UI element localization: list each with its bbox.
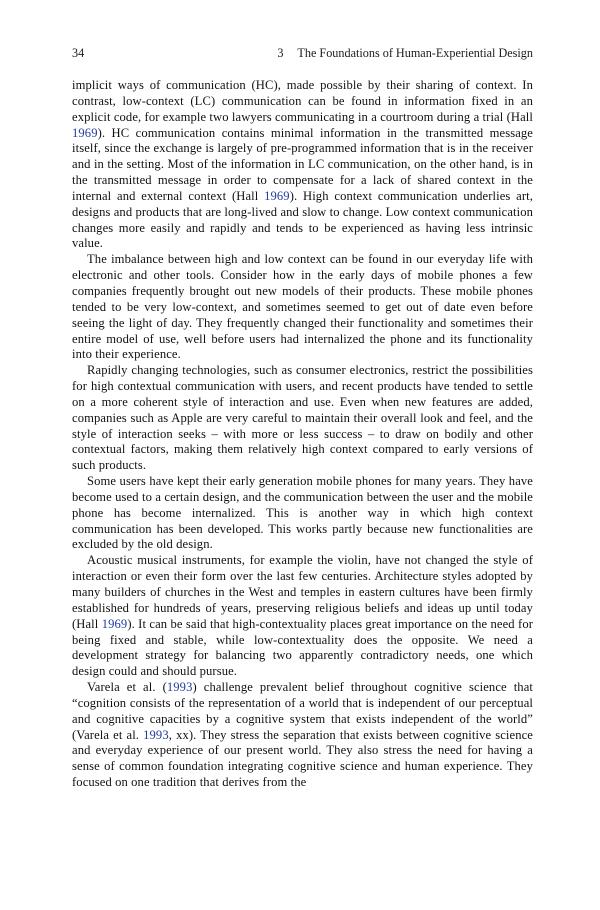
paragraph-text: Rapidly changing technologies, such as consumer electronics, restrict the possibilities for high contextual communication with users, and recent products have tended to settle on a more coherent style of interaction and use. Even when new features are added, companies such as Apple are very careful to maintain their overall look and feel, and the style of interaction seeks – with more or less success – to draw on bodily and other contextual factors, making them relatively high context compared to early versions of such products.	[72, 363, 533, 473]
citation-link[interactable]: 1993	[166, 680, 193, 695]
paragraph-text: ). High context communication underlies art, designs and products that are long-lived and slow to change. Low context communication changes more easily and rapidly and tends to be experienced as having less intrinsic value.	[72, 188, 533, 251]
citation-link[interactable]: 1969	[101, 616, 128, 631]
paragraph	[72, 252, 533, 363]
citation-link[interactable]: 1969	[72, 125, 98, 140]
paragraph-text: , xx). They stress the separation that exists between cognitive science and everyday experience of our present world. They also stress the need for having a sense of common foundation integrating cognitive science and human experience. They focused on one tradition that derives from the	[72, 727, 533, 790]
chapter-number: 3	[277, 46, 284, 60]
citation-link[interactable]: 1969	[264, 188, 290, 203]
paragraph-text: The imbalance between high and low context can be found in our everyday life with electronic and other tools. Consider how in the early days of mobile phones a few companies frequently brought out new models of their products. These mobile phones tended to be very low-context, and sometimes seemed to get out of date even before seeing the light of day. They frequently changed their functionality and sometimes their entire model of use, well before users had internalized the phone and its functionality into their experience.	[72, 252, 533, 362]
paragraph	[72, 78, 533, 252]
paragraph-text: implicit ways of communication (HC), made possible by their sharing of context. In contrast, low-context (LC) communication can be found in information fixed in an explicit code, for example two lawyers communicating in a courtroom during a trial (Hall	[72, 78, 533, 124]
page-number: 34	[72, 46, 85, 60]
paragraph-text: ) challenge prevalent belief throughout cognitive science that “cognition consists of the representation of a world that is independent of our perceptual and cognitive capacities by a cognitive system that exists independent of the world” (Varela et al.	[72, 680, 533, 742]
paragraph-text: Varela et al. (	[87, 680, 167, 695]
paragraph	[72, 680, 533, 791]
citation-link[interactable]: 1993	[143, 727, 169, 742]
paragraph	[72, 363, 533, 474]
running-head	[72, 46, 533, 60]
chapter-running-title: The Foundations of Human-Experiential Design	[297, 46, 533, 60]
paragraph-text: Acoustic musical instruments, for example the violin, have not changed the style of interaction or even their form over the last few centuries. Architecture styles adopted by many builders of churches in the West and temples in eastern cultures have been firmly established for hundreds of years, preserving religious beliefs and ideas up until today (Hall	[72, 553, 533, 631]
paragraph-text: Some users have kept their early generation mobile phones for many years. They have become used to a certain design, and the communication between the user and the mobile phone has become internalized. This is another way in which high context communication has been developed. This works partly because new functionalities are excluded by the old design.	[72, 474, 533, 552]
body-text	[72, 78, 533, 791]
paragraph	[72, 474, 533, 553]
paragraph	[72, 553, 533, 680]
paragraph-text: ). It can be said that high-contextuality places great importance on the need for being fixed and stable, while low-contextuality does the opposite. We need a development strategy for balancing two apparently contradictory needs, one which design could and should pursue.	[72, 616, 534, 679]
running-title	[277, 46, 533, 60]
paragraph-text: ). HC communication contains minimal information in the transmitted message itself, since the exchange is largely of pre-programmed information that is in the receiver and in the setting. Most of the information in LC communication, on the other hand, is in the transmitted message in order to compensate for a lack of shared context in the internal and external context (Hall	[72, 125, 533, 203]
